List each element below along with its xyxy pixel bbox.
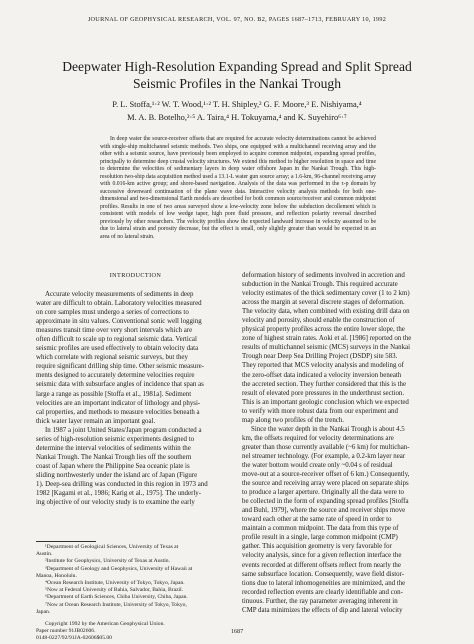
abstract-line: expected in an area of no lateral strain. (100, 226, 376, 240)
body-text-line: tinuous. Further, the ray parameter averaging inherent in (242, 597, 398, 605)
footnote-continuation: Manoa, Honolulu. (36, 572, 77, 579)
body-text-line: recorded reflection events are clearly identifiable and con- (242, 588, 403, 596)
abstract-line: multichannel receiving array and the other with a seismic source, have previously been employed to (100, 143, 376, 157)
body-text-line: profile result in a single, large common midpoint (CMP) (242, 534, 398, 542)
body-text-line: velocity analysis, since for a given reflection interface the (242, 552, 402, 560)
body-text-line: be collected in the form of expanding spread profiles [Stoffa (242, 498, 409, 506)
abstract-line: common source/receiver and common midpoint profiles. Results in one of two areas surveyed show a (100, 196, 376, 210)
author-line: M. A. B. Botelho,²·⁵ A. Taira,⁴ H. Tokuyama,⁴ and K. Suyehiro⁶·⁷ (127, 113, 347, 122)
body-text-line: physical property profiles across the entire lower slope, the (242, 326, 405, 334)
article-title (40, 58, 434, 92)
abstract-line: acquire common midpoint, expanding spread profiles, principally to determine deep crustal velocity (100, 151, 376, 165)
abstract-line: of sedimentary layers in deep water offshore Japan in the Nankai Trough. This high-resolution (100, 166, 376, 180)
body-text-line: large a range as possible [Stoffa et al., 1981a]. Sediment (36, 390, 192, 398)
body-text-line: thick water layer remain an important goal. (36, 417, 156, 425)
body-text-line: velocity estimates of the thick sedimentary cover (1 to 2 km) (242, 290, 410, 298)
section-heading-introduction: INTRODUCTION (109, 272, 162, 279)
body-text-line: and Buhl, 1979], where the source and receiver ships move (242, 507, 406, 515)
abstract-line: researchers. The velocity profiles show the expected landward increase in velocity assumed to be due (100, 218, 376, 232)
right-column (242, 271, 441, 615)
footnote: ²Institute for Geophysics, University of Texas at Austin. (45, 558, 171, 565)
body-text-line: to verify with more robust data from our experiment and (242, 407, 398, 415)
body-text-line: ments designed to accurately determine velocities require (36, 372, 195, 380)
abstract-line: analysis methods for both one-dimensional and two-dimensional Earth models are described for both (100, 188, 376, 202)
body-text-line: Since the water depth in the Nankai Trough is about 4.5 (251, 425, 405, 433)
body-text-line: determine the interval velocities of sediments within the (36, 444, 191, 452)
body-text-line: water are difficult to obtain. Laboratory velocities measured (36, 300, 202, 308)
footnote: ³Department of Geology and Geophysics, University of Hawaii at (45, 565, 193, 572)
body-text-line: deformation history of sediments involved in accretion and (242, 272, 405, 279)
body-text-line: Nankai Trough. The Nankai Trough lies off the southern (36, 453, 192, 461)
body-text-line: In 1987 a joint United States/Japan program conducted a (45, 426, 202, 434)
body-text-line: result of elevated pore pressures in the underthrust section. (242, 389, 405, 397)
body-text-line: to produce a larger aperture. Originally all the data were to (242, 489, 404, 497)
body-text-line: subduction in the Nankai Trough. This required accurate (242, 281, 398, 289)
abstract-text (100, 136, 376, 241)
body-text-line: series of high-resolution seismic experiments designed to (36, 435, 195, 443)
body-text-line: Trough near Deep Sea Drilling Project (DSDP) site 583. (242, 353, 398, 361)
abstract-line: two-ship data acquisition method used a 13.1-L water gun source array; a 1.6-km, 96-channel receiving (124, 173, 365, 180)
right-column-body (242, 271, 441, 615)
abstract-line: structures. We extend this method to higher resolution in space and time to determine the velocities (100, 158, 376, 172)
body-text-line: across the margin at several discrete stages of deformation. (242, 299, 405, 307)
footnote: ⁴Ocean Research Institute, University of Tokyo, Tokyo, Japan. (45, 580, 185, 587)
title-line: Seismic Profiles in the Nankai Trough (132, 76, 342, 91)
body-text-line: cal properties, and methods to measure velocities beneath a (36, 408, 200, 416)
footnote: ⁷Now at Ocean Research Institute, University of Tokyo, Tokyo, (45, 601, 187, 608)
abstract-line: array with 0.016-km active group; and shore-based navigation. Analysis of the data was performed in (100, 173, 376, 187)
abstract-line: the τ-p domain by successive downward continuation of the plane wave data. Interactive velocity (100, 181, 376, 195)
body-text-line: velocities are an important indicator of lithology and physi- (36, 399, 201, 407)
body-text-line: This is an important geologic conclusion which we expected (242, 398, 409, 406)
title-line: Deepwater High-Resolution Expanding Spread and Split Spread (62, 59, 412, 74)
body-text-line: on core samples must undergo a series of corrections to (36, 309, 189, 317)
body-text-line: They reported that MCS velocity analysis and modeling of (242, 362, 404, 370)
body-text-line: zone of highest strain rates. Aoki et al. [1986] reported on the (242, 335, 412, 343)
copyright-line: Copyright 1992 by the American Geophysical Union. (45, 621, 165, 628)
body-text-line: often difficult to scale up to regional seismic data. Vertical (36, 336, 197, 344)
body-text-line: gather. This acquisition geometry is very favorable for (242, 543, 392, 551)
body-text-line: maintain a common midpoint. The data from this type of (242, 525, 399, 533)
abstract-line: low-velocity zone below the subduction decollement which is consistent with models of low wedge (100, 203, 376, 217)
body-text-line: greater than those currently available (~6 km) for multichan- (242, 443, 410, 451)
body-text-line: 1982 [Kagami et al., 1986; Karig et al., 1975]. The underly- (36, 490, 202, 498)
body-text-line: measures transit time over very short intervals which are (36, 327, 193, 335)
body-text-line: sliding northwesterly under the island arc of Japan (Figure (36, 471, 198, 479)
left-column (36, 271, 235, 507)
body-text-line: the accreted section. They further considered that this is the (242, 380, 407, 388)
body-text-line: require significant drilling ship time. Other seismic measure- (36, 363, 205, 371)
abstract (100, 136, 376, 241)
body-text-line: the water bottom would create only ~0.04 s of residual (242, 461, 393, 469)
body-text-line: map along two profiles of the trench. (242, 416, 344, 424)
copyright-line: Paper number 91JB02606. (36, 628, 96, 635)
footnote-continuation: Japan. (36, 608, 51, 615)
body-text-line: km, the offsets required for velocity determinations are (242, 434, 394, 442)
body-text-line: toward each other at the same rate of speed in order to (242, 516, 392, 524)
body-text-line: CMP data minimizes the effects of dip and lateral velocity (242, 606, 403, 614)
body-text-line: Accurate velocity measurements of sediments in deep (45, 291, 194, 298)
body-text-line: the source and receiving array were placed on separate ships (242, 480, 409, 488)
body-text-line: tions due to lateral inhomogeneities are minimized, and the (242, 579, 406, 587)
body-text-line: nel streamer technology. (For example, a 0.2-km layer near (242, 452, 406, 460)
abstract-line: to lateral strain and porosity decrease, but the effect is small, only slightly greater than would be (110, 226, 342, 232)
body-text-line: velocity and porosity, should enable the construction of (242, 317, 395, 325)
copyright-line: 0148-0227/92/91JA-02606$05.00 (36, 635, 112, 642)
body-text-line: The velocity data, when combined with existing drill data on (242, 308, 410, 316)
body-text-line: the zero-offset data indicated a velocity inversion beneath (242, 371, 402, 379)
footnote: ⁶Department of Earth Sciences, Chiba University, Chiba, Japan. (45, 594, 188, 601)
abstract-line: cannot be achieved with single-ship multichannel seismic methods. Two ships, one equipped with a (100, 136, 376, 150)
author-line: P. L. Stoffa,¹·² W. T. Wood,¹·² T. H. Shipley,² G. F. Moore,³ E. Nishiyama,⁴ (112, 100, 362, 109)
body-text-line: approximate in situ values. Conventional sonic well logging (36, 318, 202, 326)
running-head: JOURNAL OF GEOPHYSICAL RESEARCH, VOL. 97, NO. B2, PAGES 1687–1713, FEBRUARY 10, 1992 (87, 16, 387, 23)
page-number: 1687 (230, 628, 244, 635)
body-text-line: move-out at a source-receiver offset of 6 km.) Consequently, (242, 471, 410, 479)
body-text-line: 1). Deep-sea drilling was conducted in this region in 1973 and (36, 480, 208, 488)
footnote: ⁵Now at Federal University of Bahia, Salvador, Bahia, Brazil. (45, 587, 184, 594)
left-column-body (36, 290, 235, 507)
body-text-line: ing objective of our velocity study is to examine the early (36, 499, 195, 507)
body-text-line: seismic data with subsurface angles of incidence that span as (36, 381, 204, 389)
abstract-line: taper, high pore fluid pressure, and reflection polarity reversal described previously by other (100, 211, 376, 225)
body-text-line: seismic profiles are used effectively to obtain velocity data (36, 345, 199, 353)
body-text-line: coast of Japan where the Philippine Sea oceanic plate is (36, 462, 190, 470)
author-list (40, 98, 434, 124)
abstract-line: In deep water the source-receiver offsets that are required for accurate velocity determinations (110, 136, 332, 142)
footnote-rule (36, 541, 96, 542)
body-text-line: events recorded at different offsets reflect from nearly the (242, 561, 401, 569)
body-text-line: same subsurface location. Consequently, wave field distor- (242, 570, 405, 578)
body-text-line: which correlate with regional seismic surveys, but they (36, 354, 188, 362)
body-text-line: results of multichannel seismic (MCS) surveys in the Nankai (242, 344, 411, 352)
footnote: ¹Department of Geological Sciences, University of Texas at (45, 544, 179, 550)
footnote-continuation: Austin. (36, 551, 53, 558)
